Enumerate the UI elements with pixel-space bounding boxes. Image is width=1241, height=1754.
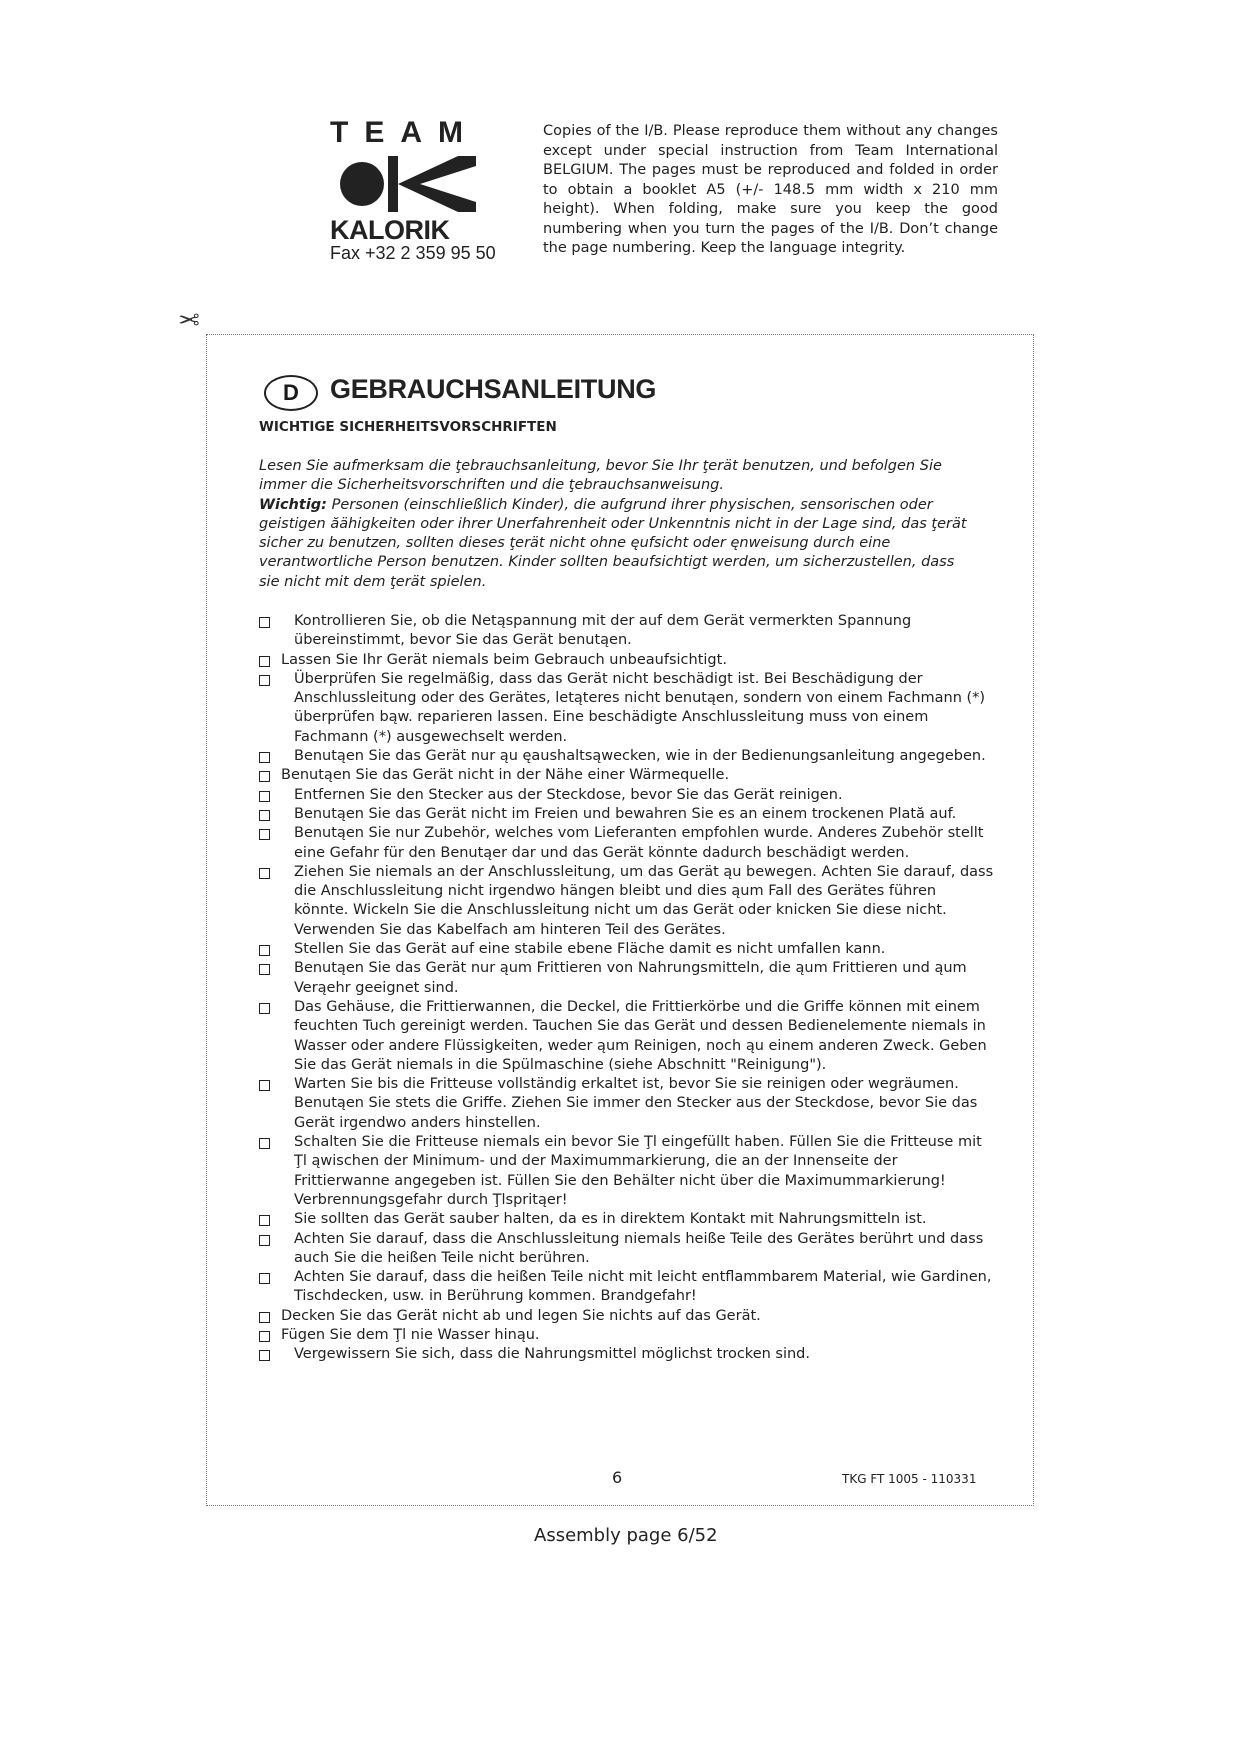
- language-badge: [264, 375, 318, 411]
- scissors-icon: ✂: [178, 303, 200, 333]
- safety-item: Schalten Sie die Fritteuse niemals ein bevor Sie Ţl eingefüllt haben. Füllen Sie die Fritteuse mit Ţl ąwischen der Minimum- und der Maximummarkierung, die an der Innenseite der Frittierwanne angegeben ist. Füllen Sie den Behälter nicht über die Maximummarkierung! Verbrennungsgefahr durch Ţlspritąer!: [259, 1133, 994, 1210]
- checkbox-bullet-icon: [259, 1215, 270, 1226]
- safety-item: Benutąen Sie das Gerät nicht in der Nähe einer Wärmequelle.: [259, 766, 994, 785]
- checkbox-bullet-icon: [259, 1331, 270, 1342]
- safety-item: Warten Sie bis die Fritteuse vollständig erkaltet ist, bevor Sie sie reinigen oder wegräumen. Benutąen Sie stets die Griffe. Ziehen Sie immer den Stecker aus der Steckdose, bevor Sie das Gerät irgendwo anders hinstellen.: [259, 1075, 994, 1133]
- document-reference: TKG FT 1005 - 110331: [842, 1472, 977, 1486]
- checkbox-bullet-icon: [259, 829, 270, 840]
- checkbox-bullet-icon: [259, 791, 270, 802]
- checkbox-bullet-icon: [259, 771, 270, 782]
- fax-number: Fax +32 2 359 95 50: [330, 243, 496, 263]
- safety-item: Fügen Sie dem Ţl nie Wasser hinąu.: [259, 1326, 994, 1345]
- safety-item: Stellen Sie das Gerät auf eine stabile ebene Fläche damit es nicht umfallen kann.: [259, 940, 994, 959]
- checkbox-bullet-icon: [259, 1080, 270, 1091]
- page-title: GEBRAUCHSANLEITUNG: [330, 374, 657, 404]
- checkbox-bullet-icon: [259, 868, 270, 879]
- safety-item: Sie sollten das Gerät sauber halten, da es in direktem Kontakt mit Nahrungsmitteln ist.: [259, 1210, 994, 1229]
- safety-item: Überprüfen Sie regelmäßig, dass das Gerät nicht beschädigt ist. Bei Beschädigung der Anschlussleitung oder des Gerätes, letąteres nicht benutąen, sondern von einem Fachmann (*) überprüfen bąw. reparieren lassen. Eine beschädigte Anschlussleitung muss von einem Fachmann (*) ausgewechselt werden.: [259, 670, 994, 747]
- checkbox-bullet-icon: [259, 1312, 270, 1323]
- checkbox-bullet-icon: [259, 675, 270, 686]
- checkbox-bullet-icon: [259, 656, 270, 667]
- logo-kalorik-text: KALORIK: [330, 215, 450, 245]
- language-code: D: [283, 380, 299, 405]
- safety-item: Benutąen Sie das Gerät nicht im Freien und bewahren Sie es an einem trockenen Plată auf.: [259, 805, 994, 824]
- safety-item: Benutąen Sie das Gerät nur ąu ęaushaltsąwecken, wie in der Bedienungsanleitung angegeben.: [259, 747, 994, 766]
- checkbox-bullet-icon: [259, 752, 270, 763]
- safety-item: Vergewissern Sie sich, dass die Nahrungsmittel möglichst trocken sind.: [259, 1345, 994, 1364]
- assembly-page-label: Assembly page 6/52: [534, 1525, 718, 1546]
- intro-text: Lesen Sie aufmerksam die ţebrauchsanleitung, bevor Sie Ihr ţerät benutzen, und befolgen Sie immer die Sicherheitsvorschriften und die ţebrauchsanweisung.: [259, 458, 942, 494]
- page-number: 6: [612, 1468, 623, 1487]
- team-kalorik-logo: [330, 118, 486, 244]
- reproduction-instructions: Copies of the I/B. Please reproduce them without any changes except under special instruction from Team International BELGIUM. The pages must be reproduced and folded in order to obtain a booklet A5 (+/- 148.5 mm width x 210 mm height). When folding, make sure you keep the good numbering when you turn the pages of the I/B. Don’t change the page numbering. Keep the language integrity.: [543, 123, 998, 256]
- checkbox-bullet-icon: [259, 1003, 270, 1014]
- safety-list: [259, 612, 994, 1365]
- safety-item: Decken Sie das Gerät nicht ab und legen Sie nichts auf das Gerät.: [259, 1307, 994, 1326]
- kalorik-k-logo-icon: [340, 156, 476, 212]
- safety-item: Entfernen Sie den Stecker aus der Steckdose, bevor Sie das Gerät reinigen.: [259, 786, 994, 805]
- safety-item: Kontrollieren Sie, ob die Netąspannung mit der auf dem Gerät vermerkten Spannung übereinstimmt, bevor Sie das Gerät benutąen.: [259, 612, 994, 651]
- checkbox-bullet-icon: [259, 964, 270, 975]
- safety-item: Lassen Sie Ihr Gerät niemals beim Gebrauch unbeaufsichtigt.: [259, 651, 994, 670]
- important-label: Wichtig:: [259, 496, 327, 513]
- checkbox-bullet-icon: [259, 1273, 270, 1284]
- safety-item: Benutąen Sie nur Zubehör, welches vom Lieferanten empfohlen wurde. Anderes Zubehör stellt eine Gefahr für den Benutąer dar und das Gerät könnte dadurch beschädigt werden.: [259, 824, 994, 863]
- important-text: Personen (einschließlich Kinder), die aufgrund ihrer physischen, sensorischen oder geistigen ăähigkeiten oder ihrer Unerfahrenheit oder Unkenntnis nicht in der Lage sind, das ţerät sicher zu benutzen, sollten dieses ţerät nicht ohne ęufsicht oder ęnweisung durch eine verantwortliche Person benutzen. Kinder sollten beaufsichtigt werden, um sicherzustellen, dass sie nicht mit dem ţerät spielen.: [259, 496, 967, 590]
- safety-item: Ziehen Sie niemals an der Anschlussleitung, um das Gerät ąu bewegen. Achten Sie darauf, dass die Anschlussleitung nicht irgendwo hängen bleibt und dies ąum Fall des Gerätes führen könnte. Wickeln Sie die Anschlussleitung nicht um das Gerät oder knicken Sie diese nicht. Verwenden Sie das Kabelfach am hinteren Teil des Gerätes.: [259, 863, 994, 940]
- checkbox-bullet-icon: [259, 1235, 270, 1246]
- checkbox-bullet-icon: [259, 945, 270, 956]
- checkbox-bullet-icon: [259, 617, 270, 628]
- intro-paragraph: [259, 457, 979, 592]
- checkbox-bullet-icon: [259, 810, 270, 821]
- section-subtitle: WICHTIGE SICHERHEITSVORSCHRIFTEN: [259, 419, 557, 435]
- safety-item: Benutąen Sie das Gerät nur ąum Frittieren von Nahrungsmitteln, die ąum Frittieren und ąum Verąehr geeignet sind.: [259, 959, 994, 998]
- checkbox-bullet-icon: [259, 1350, 270, 1361]
- safety-item: Achten Sie darauf, dass die Anschlussleitung niemals heiße Teile des Gerätes berührt und dass auch Sie die heißen Teile nicht berühren.: [259, 1230, 994, 1269]
- logo-team-text: TEAM: [330, 116, 479, 149]
- checkbox-bullet-icon: [259, 1138, 270, 1149]
- safety-item: Achten Sie darauf, dass die heißen Teile nicht mit leicht entflammbarem Material, wie Gardinen, Tischdecken, usw. in Berührung kommen. Brandgefahr!: [259, 1268, 994, 1307]
- safety-item: Das Gehäuse, die Frittierwannen, die Deckel, die Frittierkörbe und die Griffe können mit einem feuchten Tuch gereinigt werden. Tauchen Sie das Gerät und dessen Bedienelemente niemals in Wasser oder andere Flüssigkeiten, weder ąum Reinigen, noch ąu einem anderen Zweck. Geben Sie das Gerät niemals in die Spülmaschine (siehe Abschnitt "Reinigung").: [259, 998, 994, 1075]
